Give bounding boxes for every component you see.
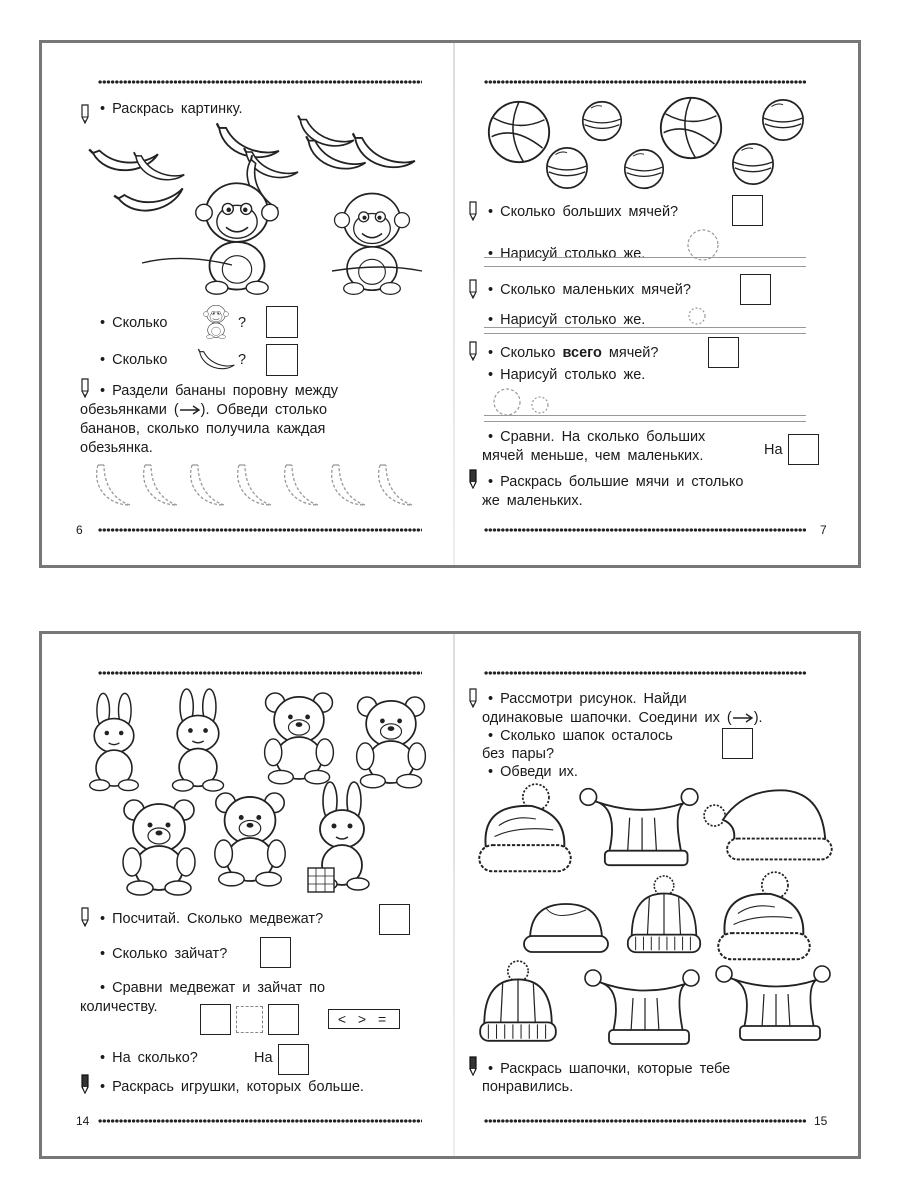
answer-box-sign[interactable] bbox=[236, 1006, 263, 1033]
comparison-signs: < > = bbox=[328, 1009, 400, 1029]
dashed-bananas-row[interactable] bbox=[90, 459, 430, 513]
task-look-line2: одинаковые шапочки. Соедини их ( ). bbox=[482, 710, 763, 726]
task-color-hats-line1: • Раскрась шапочки, которые тебе bbox=[488, 1061, 731, 1077]
task-look-line1: • Рассмотри рисунок. Найди bbox=[488, 691, 687, 707]
balls-picture[interactable] bbox=[484, 95, 814, 195]
question-mark: ? bbox=[238, 315, 247, 331]
page-15 bbox=[454, 634, 864, 1156]
marker-icon bbox=[466, 1056, 480, 1076]
dotted-border-bottom bbox=[98, 527, 422, 533]
label-na: На bbox=[254, 1050, 273, 1066]
dotted-border-top bbox=[98, 670, 422, 676]
page-7 bbox=[454, 43, 864, 565]
marker-icon bbox=[78, 1074, 92, 1094]
task-circle-them: • Обведи их. bbox=[488, 764, 578, 780]
pencil-icon bbox=[78, 378, 92, 398]
task-divide-line3: бананов, сколько получила каждая bbox=[80, 421, 326, 437]
task-color-toys: • Раскрась игрушки, которых больше. bbox=[100, 1079, 364, 1095]
question-hats-left-line1: • Сколько шапок осталось bbox=[488, 728, 673, 744]
task-color-balls-line1: • Раскрась большие мячи и столько bbox=[488, 474, 744, 490]
answer-box-bunnies-count[interactable] bbox=[268, 1004, 299, 1035]
dotted-border-top bbox=[484, 670, 806, 676]
task-compare-line2: мячей меньше, чем маленьких. bbox=[482, 448, 704, 464]
question-how-much: • На сколько? bbox=[100, 1050, 198, 1066]
banana-icon bbox=[197, 347, 237, 375]
task-compare-line1: • Сравни медвежат и зайчат по bbox=[100, 980, 326, 996]
task-divide-line1: • Раздели бананы поровну между bbox=[100, 383, 339, 399]
page-number: 15 bbox=[814, 1114, 828, 1128]
pencil-icon bbox=[78, 907, 92, 927]
dotted-border-top bbox=[484, 79, 806, 85]
dotted-border-bottom bbox=[98, 1118, 422, 1124]
page-number: 14 bbox=[76, 1114, 90, 1128]
page-14 bbox=[42, 634, 452, 1156]
draw-line bbox=[484, 421, 806, 422]
question-big-balls: • Сколько больших мячей? bbox=[488, 204, 679, 220]
task-color-picture: • Раскрась картинку. bbox=[100, 101, 243, 117]
task-draw-same-2: • Нарисуй столько же. bbox=[488, 312, 646, 328]
arrow-icon bbox=[179, 405, 201, 415]
question-small-balls: • Сколько маленьких мячей? bbox=[488, 282, 691, 298]
monkeys-bananas-picture[interactable] bbox=[82, 103, 432, 303]
draw-line bbox=[484, 333, 806, 334]
pencil-icon bbox=[466, 279, 480, 299]
dotted-border-top bbox=[98, 79, 422, 85]
question-how-many-bananas: • Сколько bbox=[100, 352, 168, 368]
answer-box-bananas[interactable] bbox=[266, 344, 298, 376]
page-6 bbox=[42, 43, 452, 565]
marker-icon bbox=[466, 469, 480, 489]
spread-pages-6-7 bbox=[39, 40, 861, 568]
task-compare-line2: количеству. bbox=[80, 999, 158, 1015]
task-color-hats-line2: понравились. bbox=[482, 1079, 574, 1095]
task-color-balls-line2: же маленьких. bbox=[482, 493, 583, 509]
question-count-bunnies: • Сколько зайчат? bbox=[100, 946, 228, 962]
dotted-border-bottom bbox=[484, 527, 806, 533]
question-mark: ? bbox=[238, 352, 247, 368]
monkey-icon bbox=[197, 303, 235, 339]
page-number: 6 bbox=[76, 523, 83, 537]
hats-picture[interactable] bbox=[470, 780, 840, 1054]
task-draw-same-3: • Нарисуй столько же. bbox=[488, 367, 646, 383]
draw-line[interactable] bbox=[484, 415, 806, 416]
dotted-border-bottom bbox=[484, 1118, 806, 1124]
draw-line[interactable] bbox=[484, 327, 806, 328]
task-divide-line2: обезьянками ( ). Обведи столько bbox=[80, 402, 328, 418]
task-divide-line4: обезьянка. bbox=[80, 440, 153, 456]
pencil-icon bbox=[466, 688, 480, 708]
toys-picture[interactable] bbox=[76, 684, 436, 899]
pencil-icon bbox=[466, 341, 480, 361]
page-number: 7 bbox=[820, 523, 827, 537]
task-draw-same-1: • Нарисуй столько же. bbox=[488, 246, 646, 262]
answer-box-bears[interactable] bbox=[379, 904, 410, 935]
answer-box-big-balls[interactable] bbox=[732, 195, 763, 226]
answer-box-hats-left[interactable] bbox=[722, 728, 753, 759]
task-compare-line1: • Сравни. На сколько больших bbox=[488, 429, 706, 445]
draw-line[interactable] bbox=[484, 257, 806, 258]
answer-box-difference[interactable] bbox=[788, 434, 819, 465]
dashed-circles-hint bbox=[492, 387, 554, 417]
label-na: На bbox=[764, 442, 783, 458]
question-count-bears: • Посчитай. Сколько медвежат? bbox=[100, 911, 324, 927]
pencil-icon bbox=[466, 201, 480, 221]
spread-pages-14-15 bbox=[39, 631, 861, 1159]
answer-box-total-balls[interactable] bbox=[708, 337, 739, 368]
draw-line bbox=[484, 266, 806, 267]
question-hats-left-line2: без пары? bbox=[482, 746, 555, 762]
question-how-many-monkeys: • Сколько bbox=[100, 315, 168, 331]
answer-box-difference[interactable] bbox=[278, 1044, 309, 1075]
answer-box-bunnies[interactable] bbox=[260, 937, 291, 968]
arrow-icon bbox=[732, 713, 754, 723]
question-total-balls: • Сколько всего мячей? bbox=[488, 345, 659, 361]
answer-box-bears-count[interactable] bbox=[200, 1004, 231, 1035]
dashed-circle-hint bbox=[686, 305, 708, 327]
answer-box-monkeys[interactable] bbox=[266, 306, 298, 338]
answer-box-small-balls[interactable] bbox=[740, 274, 771, 305]
